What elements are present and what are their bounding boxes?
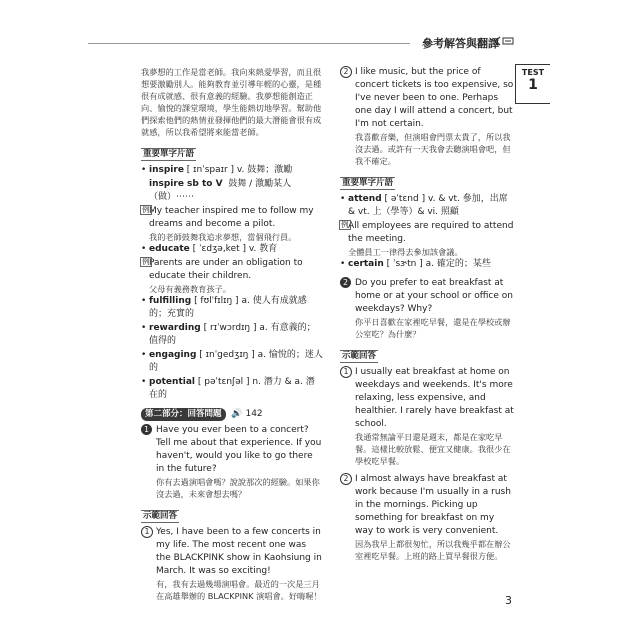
speaker-icon[interactable]: 🔊 [231, 409, 243, 419]
example-zh: 全體員工一律得去參加該會議。 [348, 247, 463, 257]
example-en: Parents are under an obligation to educate their children. [149, 258, 303, 281]
vocab-item [141, 164, 323, 177]
vocab-word: inspire sb to V [149, 179, 223, 189]
example [340, 220, 515, 258]
question-number-badge: 2 [340, 277, 351, 288]
vocab-item [141, 295, 323, 321]
answer-zh: 因為我早上都很匆忙，所以我幾乎都在辦公室裡吃早餐。上班的路上買早餐很方便。 [355, 539, 511, 561]
bullet-icon: • [141, 323, 147, 333]
intro-translation: 我夢想的工作是當老師。我向來熱愛學習，而且很想要激勵別人。能夠教育並引導年輕的心靈，是種很有成就感、很有意義的經驗。我夢想能創造正向、愉悅的課堂環境，學生能熱切地學習。幫助他們探索他們的熱情並發揮他們的最大潛能會很有成就感，所以我希望將來能當老師。 [141, 67, 322, 137]
test-tab [515, 64, 550, 104]
example-zh: 父母有義務教育孩子。 [149, 284, 231, 294]
answer-en: Yes, I have been to a few concerts in my life. The most recent one was the BLACKPINK show in Kaohsiung in March. It was so exciting! [156, 527, 322, 576]
vocab-item [141, 349, 323, 375]
answer-en: I almost always have breakfast at work because I'm usually in a rush in the mornings. Picking up something for breakfast on my way to work is very convenient. [355, 474, 511, 536]
page-number: 3 [505, 594, 512, 607]
vocab-pron: [ fʊlˈfɪlɪŋ ] [194, 296, 239, 306]
example-label: 例 [341, 220, 349, 229]
vocab-def: a. 確定的；某些 [425, 259, 491, 269]
answer-number-badge: 2 [340, 66, 352, 78]
left-column [141, 66, 323, 608]
test-tab-label: TEST [521, 68, 545, 77]
answer-number-badge: 1 [141, 526, 153, 538]
vocab-word: fulfilling [149, 296, 192, 306]
example-label: 例 [142, 257, 150, 266]
vocab-word: educate [149, 244, 190, 254]
vocab-heading: 重要單字片語 [342, 178, 394, 188]
vocab-item [340, 258, 515, 271]
answer-zh: 我喜歡音樂，但演唱會門票太貴了，所以我沒去過。或許有一天我會去聽演唱會吧，但我不確定。 [355, 132, 511, 166]
vocab-def: v. 鼓舞；激勵 [236, 165, 293, 175]
bullet-icon: • [340, 194, 346, 204]
vocab-word: attend [348, 194, 382, 204]
bullet-icon: • [340, 259, 346, 269]
page-header-title: 參考解答與翻譯 [422, 37, 499, 50]
bullet-icon: • [141, 377, 147, 387]
answer-heading: 示範回答 [342, 351, 377, 361]
answer-item [340, 366, 515, 467]
question-zh: 你平日喜歡在家裡吃早餐，還是在學校或辦公室吃？為什麼？ [355, 317, 511, 339]
test-tab-number: 1 [528, 77, 538, 93]
vocab-word: potential [149, 377, 195, 387]
example-label: 例 [142, 205, 150, 214]
answer-item [340, 473, 515, 562]
example [141, 257, 323, 295]
answer-number-badge: 2 [340, 473, 352, 485]
vocab-pron: [ ˈɛdʒə,ket ] [192, 244, 247, 254]
answer-en: I like music, but the price of concert tickets is too expensive, so I've never been to one. Perhaps one day I will attend a concert, but I'm not certain. [355, 67, 514, 129]
question-2 [340, 277, 515, 340]
answer-heading: 示範回答 [143, 511, 178, 521]
vocab-def: v. 教育 [248, 244, 278, 254]
example-en: All employees are required to attend the meeting. [348, 221, 514, 244]
vocab-word: rewarding [149, 323, 201, 333]
vocab-item [141, 322, 323, 348]
answer-item [340, 66, 515, 167]
example [141, 205, 323, 243]
vocab-def: n. 潛力 & a. 潛在的 [149, 377, 315, 400]
answer-zh: 有，我有去過幾場演唱會。最近的一次是三月在高雄舉辦的 BLACKPINK 演唱會。好嗨喔！ [156, 579, 322, 601]
question-en: Do you prefer to eat breakfast at home or at your school or office on weekdays? Why? [355, 278, 513, 314]
right-column [340, 66, 515, 568]
vocab-def: 鼓舞 / 激勵某人（做）⋯⋯ [149, 179, 292, 202]
vocab-pron: [ ɪnˈgedʒɪŋ ] [199, 350, 255, 360]
vocab-item [141, 178, 323, 204]
header-rule [88, 43, 410, 44]
bullet-icon: • [141, 296, 147, 306]
vocab-pron: [ rɪˈwɔrdɪŋ ] [203, 323, 257, 333]
vocab-pron: [ ɪnˈspaɪr ] [186, 165, 235, 175]
answer-number-badge: 1 [340, 366, 352, 378]
part2-label: 第二部分：回答問題 [141, 408, 226, 421]
vocab-def: a. 有意義的；值得的 [149, 323, 316, 346]
vocab-word: inspire [149, 165, 184, 175]
audio-track-number: 142 [245, 409, 263, 419]
vocab-def: a. 愉悅的；迷人的 [149, 350, 323, 373]
bullet-icon: • [141, 350, 147, 360]
vocab-def: a. 使人有成就感的；充實的 [149, 296, 307, 319]
question-zh: 你有去過演唱會嗎？說說那次的經驗。如果你沒去過，未來會想去嗎？ [156, 477, 320, 499]
answer-item [141, 526, 323, 602]
vocab-pron: [ əˈtɛnd ] [384, 194, 426, 204]
example-zh: 我的老師鼓舞我追求夢想，當個飛行員。 [149, 232, 297, 242]
example-en: My teacher inspired me to follow my dreams and become a pilot. [149, 206, 314, 229]
vocab-item [340, 193, 515, 219]
answer-zh: 我通常無論平日還是週末，都是在家吃早餐。這樣比較放鬆、便宜又健康。我很少在學校吃早餐。 [355, 432, 511, 466]
vocab-item [141, 243, 323, 256]
vocab-item [141, 376, 323, 402]
question-en: Have you ever been to a concert? Tell me about that experience. If you haven't, would you like to go there in the future? [156, 425, 322, 474]
vocab-def: v. & vt. 參加，出席 & vt. 上（學等）& vi. 照顧 [348, 194, 508, 217]
header-ornament-icon [494, 36, 514, 46]
question-1 [141, 424, 323, 500]
vocab-word: certain [348, 259, 384, 269]
part2-row [141, 406, 323, 424]
vocab-heading: 重要單字片語 [143, 149, 195, 159]
vocab-pron: [ ˈsɝtn ] [386, 259, 423, 269]
question-number-badge: 1 [141, 424, 152, 435]
vocab-word: engaging [149, 350, 197, 360]
bullet-icon: • [141, 244, 147, 254]
answer-en: I usually eat breakfast at home on weekdays and weekends. It's more relaxing, less expensive, and healthier. I rarely have breakfast at school. [355, 367, 514, 429]
bullet-icon: • [141, 165, 147, 175]
vocab-pron: [ pəˈtɛnʃəl ] [197, 377, 250, 387]
